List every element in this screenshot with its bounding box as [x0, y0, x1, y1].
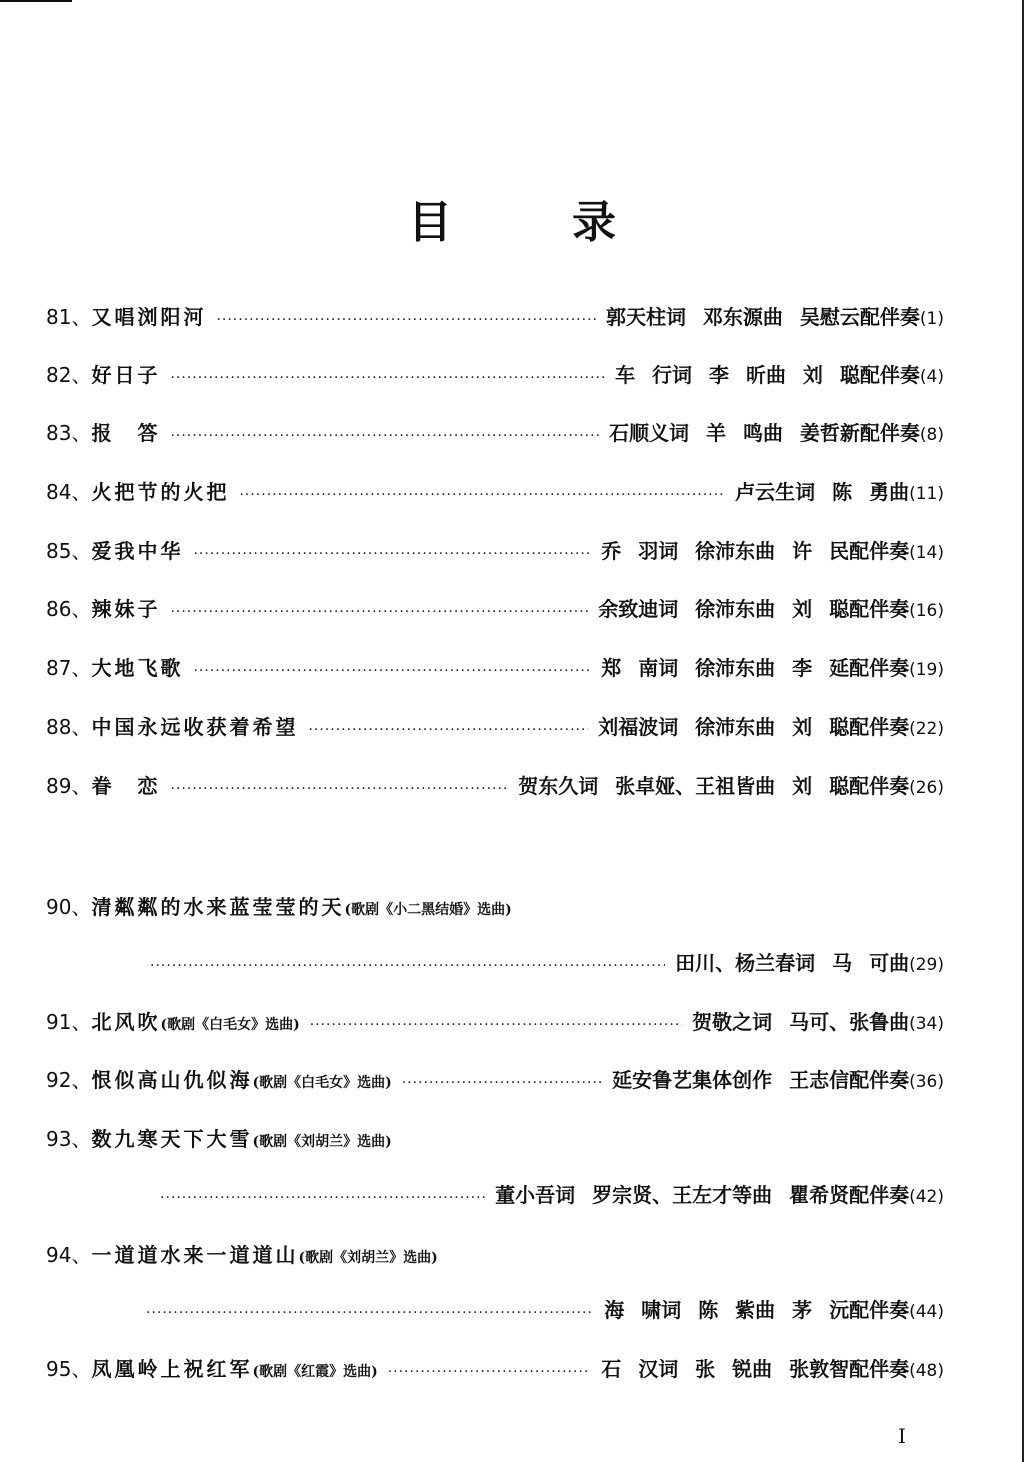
entry-credit: 贺敬之词 马可、张鲁曲 [692, 1010, 910, 1034]
entry-number: 87、 [46, 656, 92, 680]
leader-dots [160, 1183, 485, 1213]
entry-credit: 贺东久词 张卓娅、王祖皆曲 刘 聪配伴奏 [518, 774, 910, 798]
entry-title: 大地飞歌 [91, 656, 184, 680]
leader-dots [193, 539, 591, 569]
entry-title: 火把节的火把 [91, 480, 230, 504]
top-rule [0, 0, 72, 2]
leader-dots [402, 1068, 602, 1098]
toc-entry-90[interactable] [46, 892, 944, 922]
entry-credit: 余致迪词 徐沛东曲 刘 聪配伴奏 [598, 597, 910, 621]
entry-title: 好日子 [91, 363, 161, 387]
entry-credit: 车 行词 李 昕曲 刘 聪配伴奏 [615, 363, 920, 387]
leader-dots [170, 774, 508, 804]
entry-number: 84、 [46, 480, 92, 504]
entry-page: (36) [909, 1072, 944, 1092]
leader-dots [388, 1357, 592, 1387]
entry-title: 一道道水来一道道山 [91, 1243, 299, 1267]
toc-entry-86[interactable] [46, 594, 944, 624]
entry-number: 83、 [46, 421, 92, 445]
entry-number: 93、 [46, 1127, 92, 1151]
entry-title: 爱我中华 [91, 539, 184, 563]
toc-entry-81[interactable] [46, 302, 944, 332]
leader-dots [150, 951, 665, 981]
entry-page: (14) [909, 543, 944, 563]
entry-credit: 郭天柱词 邓东源曲 吴慰云配伴奏 [605, 305, 920, 329]
leader-dots [310, 1010, 682, 1040]
entry-note: (歌剧《白毛女》选曲) [252, 1075, 392, 1091]
entry-page: (48) [909, 1361, 944, 1381]
entry-title: 数九寒天下大雪 [91, 1127, 253, 1151]
entry-note: (歌剧《白毛女》选曲) [160, 1017, 300, 1033]
entry-page: (42) [909, 1187, 944, 1207]
entry-page: (1) [919, 309, 944, 329]
toc-entry-94-credit[interactable] [146, 1295, 944, 1325]
entry-number: 85、 [46, 539, 92, 563]
entry-page: (11) [909, 484, 944, 504]
leader-dots [146, 1298, 594, 1328]
entry-credit: 刘福波词 徐沛东曲 刘 聪配伴奏 [598, 715, 910, 739]
title-char-1: 目 [408, 197, 452, 248]
leader-dots [170, 597, 588, 627]
toc-entry-82[interactable] [46, 360, 944, 390]
leader-dots [216, 305, 596, 335]
toc-entry-84[interactable] [46, 477, 944, 507]
entry-number: 86、 [46, 597, 92, 621]
toc-entry-91[interactable] [46, 1007, 944, 1037]
entry-page: (8) [919, 425, 944, 445]
entry-note: (歌剧《刘胡兰》选曲) [298, 1250, 438, 1266]
toc-entry-92[interactable] [46, 1065, 944, 1095]
entry-page: (16) [909, 601, 944, 621]
page-number: I [898, 1424, 906, 1448]
entry-note: (歌剧《小二黑结婚》选曲) [344, 902, 512, 918]
entry-title: 又唱浏阳河 [91, 305, 207, 329]
entry-title: 清粼粼的水来蓝莹莹的天 [91, 895, 345, 919]
leader-dots [170, 421, 599, 451]
page-title [0, 186, 1024, 250]
toc-entry-93-credit[interactable] [160, 1180, 944, 1210]
toc-entry-93[interactable] [46, 1124, 944, 1154]
entry-number: 89、 [46, 774, 92, 798]
leader-dots [239, 480, 725, 510]
entry-page: (4) [919, 367, 944, 387]
entry-credit: 董小吾词 罗宗贤、王左才等曲 瞿希贤配伴奏 [495, 1183, 910, 1207]
entry-number: 88、 [46, 715, 92, 739]
entry-note: (歌剧《刘胡兰》选曲) [252, 1134, 392, 1150]
toc-entry-95[interactable] [46, 1354, 944, 1384]
toc-entry-83[interactable] [46, 418, 944, 448]
entry-note: (歌剧《红霞》选曲) [252, 1364, 378, 1380]
leader-dots [170, 363, 605, 393]
toc-entry-89[interactable] [46, 771, 944, 801]
entry-credit: 田川、杨兰春词 马 可曲 [675, 951, 910, 975]
toc-entry-94[interactable] [46, 1240, 944, 1270]
entry-credit: 郑 南词 徐沛东曲 李 延配伴奏 [601, 656, 910, 680]
entry-page: (19) [909, 660, 944, 680]
entry-credit: 卢云生词 陈 勇曲 [735, 480, 910, 504]
entry-credit: 海 啸词 陈 紫曲 茅 沅配伴奏 [604, 1298, 910, 1322]
entry-number: 92、 [46, 1068, 92, 1092]
toc-entry-88[interactable] [46, 712, 944, 742]
title-char-2: 录 [572, 197, 616, 248]
entry-page: (34) [909, 1014, 944, 1034]
entry-page: (26) [909, 778, 944, 798]
entry-page: (29) [909, 955, 944, 975]
entry-number: 91、 [46, 1010, 92, 1034]
entry-credit: 石 汉词 张 锐曲 张敦智配伴奏 [601, 1357, 910, 1381]
entry-credit: 乔 羽词 徐沛东曲 许 民配伴奏 [601, 539, 910, 563]
entry-title: 中国永远收获着希望 [91, 715, 299, 739]
entry-number: 82、 [46, 363, 92, 387]
toc-entry-90-credit[interactable] [150, 948, 944, 978]
entry-title: 凤凰岭上祝红军 [91, 1357, 253, 1381]
leader-dots [193, 656, 591, 686]
entry-title: 报 答 [91, 421, 161, 445]
entry-title: 北风吹 [91, 1010, 161, 1034]
entry-credit: 石顺义词 羊 鸣曲 姜哲新配伴奏 [609, 421, 920, 445]
leader-dots [308, 715, 588, 745]
entry-number: 95、 [46, 1357, 92, 1381]
entry-title: 辣妹子 [91, 597, 161, 621]
entry-credit: 延安鲁艺集体创作 王志信配伴奏 [612, 1068, 910, 1092]
entry-page: (22) [909, 719, 944, 739]
entry-title: 眷 恋 [91, 774, 161, 798]
toc-entry-87[interactable] [46, 653, 944, 683]
entry-number: 81、 [46, 305, 92, 329]
toc-entry-85[interactable] [46, 536, 944, 566]
entry-title: 恨似高山仇似海 [91, 1068, 253, 1092]
entry-page: (44) [909, 1302, 944, 1322]
entry-number: 90、 [46, 895, 92, 919]
entry-number: 94、 [46, 1243, 92, 1267]
